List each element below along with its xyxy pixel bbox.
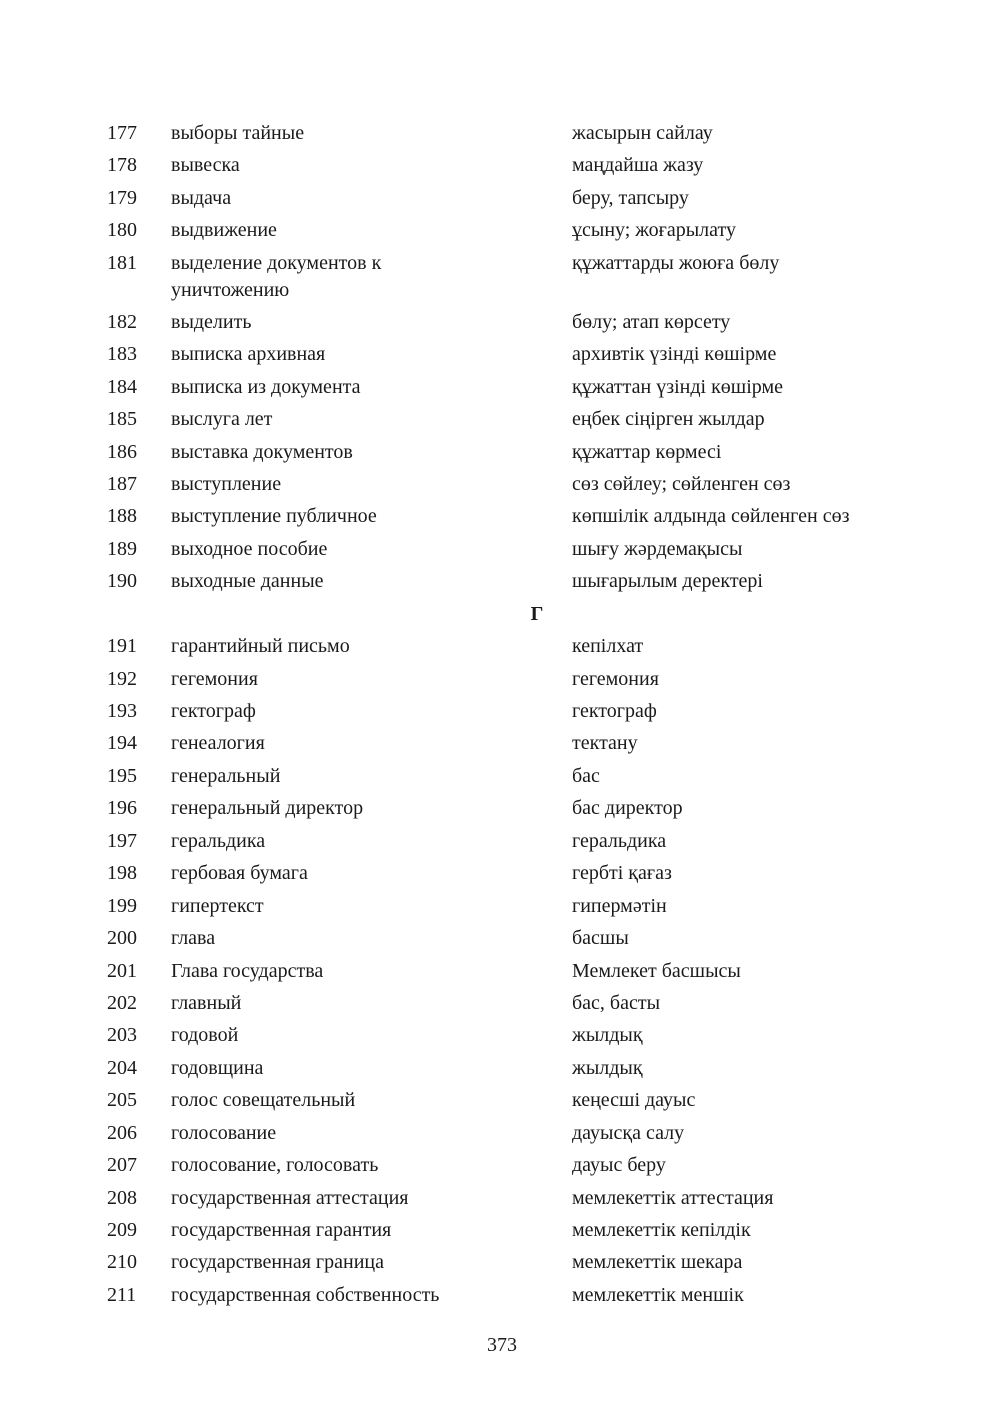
kazakh-term: гегемония	[572, 667, 659, 690]
kazakh-term: сөз сөйлеу; сөйленген сөз	[572, 472, 791, 495]
glossary-row	[0, 565, 1004, 597]
kazakh-term: бөлу; атап көрсету	[572, 310, 731, 333]
russian-term: генеральный директор	[171, 797, 364, 820]
russian-term: выделить	[171, 310, 252, 333]
russian-term: выставка документов	[171, 440, 353, 463]
glossary-row	[0, 987, 1004, 1019]
russian-term: гектограф	[171, 700, 256, 722]
glossary-row	[0, 1052, 1004, 1084]
kazakh-term: құжаттарды жоюға бөлу	[572, 251, 780, 274]
glossary-row	[0, 1117, 1004, 1149]
kazakh-term: мемлекеттік шекара	[572, 1251, 743, 1274]
glossary-row	[0, 922, 1004, 954]
russian-term: гербовая бумага	[171, 862, 308, 885]
kazakh-term: Мемлекет басшысы	[572, 959, 741, 982]
entry-number: 202	[107, 991, 137, 1014]
kazakh-term: ұсыну; жоғарылату	[572, 219, 736, 242]
russian-term: голосование	[171, 1121, 277, 1144]
russian-term: голосование, голосовать	[171, 1154, 379, 1177]
kazakh-term: мемлекеттік меншік	[572, 1283, 744, 1306]
kazakh-term: бас	[572, 764, 600, 787]
page-number: 373	[487, 1334, 517, 1356]
russian-term: вывеска	[171, 154, 240, 177]
russian-term: гипертекст	[171, 894, 264, 917]
kazakh-term: тектану	[572, 732, 638, 755]
russian-term: годовой	[171, 1024, 239, 1047]
entry-number: 196	[107, 797, 137, 820]
entry-number: 180	[107, 219, 137, 242]
kazakh-term: басшы	[572, 927, 629, 950]
russian-term: годовщина	[171, 1056, 264, 1079]
russian-term: голос совещательный	[171, 1089, 356, 1112]
glossary-row	[0, 792, 1004, 824]
glossary-row	[0, 1214, 1004, 1246]
entry-number: 189	[107, 537, 137, 560]
glossary-row	[0, 825, 1004, 857]
entry-number: 184	[107, 375, 137, 398]
russian-term: выделение документов к уничтожению	[171, 251, 382, 301]
entry-number: 209	[107, 1219, 137, 1241]
entry-number: 210	[107, 1251, 137, 1274]
entry-number: 185	[107, 408, 137, 431]
glossary-row	[0, 214, 1004, 246]
entry-number: 198	[107, 862, 137, 885]
entry-number: 200	[107, 927, 137, 950]
kazakh-term: жылдық	[572, 1056, 643, 1079]
kazakh-term: мемлекеттік аттестация	[572, 1186, 774, 1209]
glossary-row	[0, 1279, 1004, 1311]
section-letter: Г	[530, 602, 544, 625]
entry-number: 211	[107, 1283, 137, 1306]
glossary-row	[0, 1019, 1004, 1051]
kazakh-term: гектограф	[572, 700, 657, 722]
glossary-row	[0, 371, 1004, 403]
russian-term: государственная собственность	[171, 1283, 440, 1306]
glossary-row	[0, 663, 1004, 695]
russian-term: выдвижение	[171, 219, 277, 242]
glossary-row	[0, 436, 1004, 468]
kazakh-term: бас директор	[572, 797, 683, 820]
entry-number: 207	[107, 1154, 137, 1177]
entry-number: 199	[107, 894, 137, 917]
russian-term: выступление	[171, 472, 282, 495]
russian-term: государственная граница	[171, 1251, 384, 1274]
glossary-row	[0, 247, 1004, 306]
entry-number: 193	[107, 700, 137, 722]
russian-term: Глава государства	[171, 959, 324, 982]
glossary-row	[0, 727, 1004, 759]
kazakh-term: дауыс беру	[572, 1154, 666, 1177]
kazakh-term: жылдық	[572, 1024, 643, 1047]
russian-term: выступление публичное	[171, 505, 377, 528]
glossary-row	[0, 857, 1004, 889]
entry-number: 183	[107, 343, 137, 366]
kazakh-term: жасырын сайлау	[572, 122, 713, 144]
russian-term: геральдика	[171, 829, 266, 852]
kazakh-term: дауысқа салу	[572, 1121, 685, 1144]
glossary-row	[0, 890, 1004, 922]
glossary-row	[0, 955, 1004, 987]
glossary-row	[0, 1246, 1004, 1278]
glossary-row	[0, 403, 1004, 435]
entry-number: 179	[107, 186, 137, 209]
russian-term: генеральный	[171, 764, 281, 787]
kazakh-term: беру, тапсыру	[572, 186, 689, 209]
entry-number: 190	[107, 570, 137, 593]
russian-term: выходное пособие	[171, 537, 328, 560]
entry-number: 195	[107, 764, 137, 787]
entry-number: 206	[107, 1121, 137, 1144]
entry-number: 181	[107, 251, 137, 274]
entry-number: 177	[107, 122, 137, 144]
entry-number: 188	[107, 505, 137, 528]
entry-number: 187	[107, 472, 137, 495]
kazakh-term: құжаттан үзінді көшірме	[572, 375, 783, 398]
russian-term: генеалогия	[171, 732, 265, 755]
section-heading	[0, 598, 1004, 630]
kazakh-term: архивтік үзінді көшірме	[572, 343, 777, 366]
entry-number: 182	[107, 310, 137, 333]
russian-term: гегемония	[171, 667, 258, 690]
russian-term: выслуга лет	[171, 408, 273, 431]
russian-term: государственная аттестация	[171, 1186, 409, 1209]
entry-number: 192	[107, 667, 137, 690]
glossary-row	[0, 1182, 1004, 1214]
entry-number: 197	[107, 829, 137, 852]
russian-term: главный	[171, 991, 242, 1014]
kazakh-term: гербті қағаз	[572, 862, 672, 885]
kazakh-term: кепілхат	[572, 635, 644, 658]
russian-term: выходные данные	[171, 570, 324, 593]
kazakh-term: еңбек сіңірген жылдар	[572, 408, 765, 431]
glossary-row	[0, 306, 1004, 338]
entry-number: 186	[107, 440, 137, 463]
glossary-row	[0, 760, 1004, 792]
russian-term: выписка из документа	[171, 375, 361, 398]
russian-term: гарантийный письмо	[171, 635, 350, 658]
glossary-table	[0, 117, 1004, 1311]
glossary-row	[0, 468, 1004, 500]
kazakh-term: шығу жәрдемақысы	[572, 537, 743, 560]
glossary-row	[0, 149, 1004, 181]
russian-term: выписка архивная	[171, 343, 326, 366]
entry-number: 203	[107, 1024, 137, 1047]
kazakh-term: гипермәтін	[572, 894, 667, 917]
kazakh-term: құжаттар көрмесі	[572, 440, 722, 463]
glossary-row	[0, 182, 1004, 214]
glossary-row	[0, 1084, 1004, 1116]
glossary-row	[0, 338, 1004, 370]
glossary-row	[0, 500, 1004, 532]
russian-term: выдача	[171, 186, 232, 209]
kazakh-term: көпшілік алдында сөйленген сөз	[572, 505, 850, 528]
entry-number: 204	[107, 1056, 137, 1079]
glossary-row	[0, 630, 1004, 662]
glossary-row	[0, 533, 1004, 565]
kazakh-term: мемлекеттік кепілдік	[572, 1219, 751, 1241]
russian-term: глава	[171, 927, 216, 950]
entry-number: 205	[107, 1089, 137, 1112]
entry-number: 178	[107, 154, 137, 177]
kazakh-term: бас, басты	[572, 991, 661, 1014]
kazakh-term: геральдика	[572, 829, 667, 852]
glossary-block-v	[0, 117, 1004, 598]
entry-number: 191	[107, 635, 137, 658]
glossary-row	[0, 117, 1004, 149]
russian-term: выборы тайные	[171, 122, 305, 144]
kazakh-term: шығарылым деректері	[572, 570, 763, 593]
entry-number: 201	[107, 959, 137, 982]
glossary-block-g	[0, 630, 1004, 1311]
kazakh-term: маңдайша жазу	[572, 154, 704, 177]
entry-number: 194	[107, 732, 137, 755]
kazakh-term: кеңесші дауыс	[572, 1089, 696, 1112]
glossary-row	[0, 695, 1004, 727]
glossary-row	[0, 1149, 1004, 1181]
entry-number: 208	[107, 1186, 137, 1209]
russian-term: государственная гарантия	[171, 1219, 392, 1241]
